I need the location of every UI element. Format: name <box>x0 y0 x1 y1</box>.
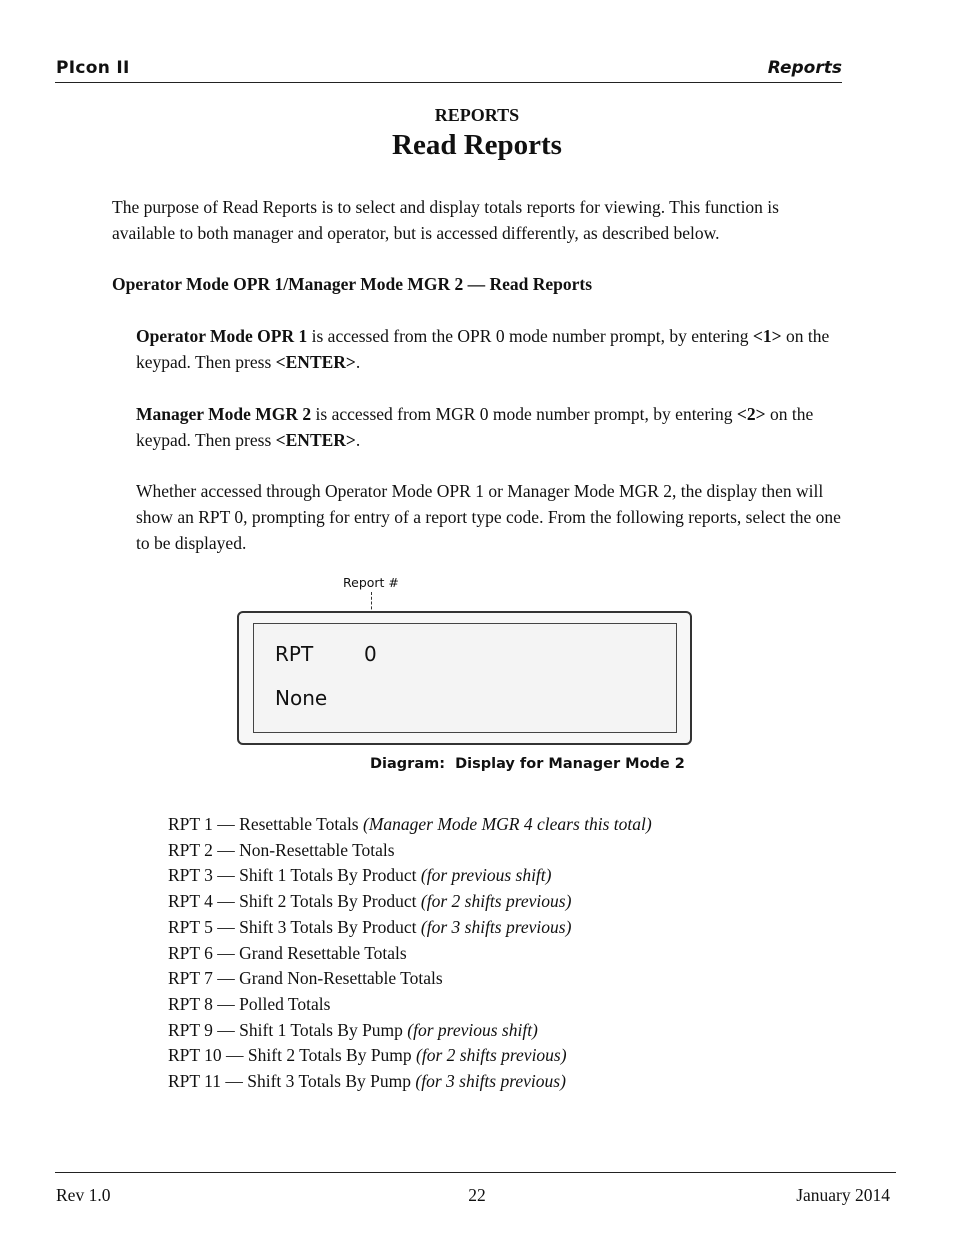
mgr-text-1: is accessed from MGR 0 mode number prompt, by entering <box>311 404 737 424</box>
report-note: (for 3 shifts previous) <box>420 916 572 937</box>
list-item <box>168 992 652 1018</box>
operator-mode-paragraph <box>136 323 846 375</box>
display-line2: None <box>275 686 328 710</box>
header-rule <box>55 82 842 83</box>
opr-key-1: <1> <box>752 326 782 346</box>
report-note: (for previous shift) <box>420 865 552 886</box>
list-item <box>168 1043 652 1069</box>
report-note: (for 3 shifts previous) <box>415 1071 566 1092</box>
report-text: RPT 1 — Resettable Totals <box>168 814 363 834</box>
list-item <box>168 1018 652 1044</box>
report-text: RPT 8 — Polled Totals <box>168 993 331 1014</box>
report-text: RPT 6 — Grand Resettable Totals <box>168 942 407 963</box>
display-rpt-label: RPT <box>275 642 314 666</box>
display-frame <box>237 611 692 745</box>
list-item <box>168 915 652 941</box>
footer-date: January 2014 <box>796 1185 890 1205</box>
section-kicker: REPORTS <box>434 105 520 125</box>
footer-rule <box>55 1172 896 1173</box>
list-item <box>168 889 652 915</box>
list-item <box>168 966 652 992</box>
list-item <box>168 1069 652 1095</box>
report-note: (for 2 shifts previous) <box>416 1045 567 1066</box>
report-note: (for previous shift) <box>407 1019 538 1040</box>
mgr-key-enter: <ENTER> <box>275 430 356 450</box>
list-item <box>168 941 652 967</box>
mgr-key-2: <2> <box>736 404 766 424</box>
report-text: RPT 9 — Shift 1 Totals By Pump <box>168 1019 408 1040</box>
display-diagram <box>237 570 707 780</box>
report-note: (Manager Mode MGR 4 clears this total) <box>363 814 652 834</box>
report-number-label: Report # <box>343 575 399 590</box>
opr-mode-term: Operator Mode OPR 1 <box>136 326 308 346</box>
report-text: RPT 3 — Shift 1 Totals By Product <box>168 865 421 886</box>
display-screen <box>253 623 677 733</box>
mgr-text-3: . <box>355 430 361 450</box>
diagram-caption: Diagram: Display for Manager Mode 2 <box>370 756 685 772</box>
display-explanation-paragraph: Whether accessed through Operator Mode OPR 1 or Manager Mode MGR 2, the display then will show an RPT 0, prompting for entry of a report type code. From the following reports, select the one to be displayed. <box>136 481 841 553</box>
display-rpt-value: 0 <box>364 642 377 666</box>
footer-revision: Rev 1.0 <box>56 1185 111 1205</box>
report-text: RPT 7 — Grand Non-Resettable Totals <box>168 968 443 989</box>
intro-paragraph: The purpose of Read Reports is to select and display totals reports for viewing. This function is available to both manager and operator, but is accessed differently, as described below. <box>112 197 779 243</box>
mgr-mode-term: Manager Mode MGR 2 <box>136 404 312 424</box>
page-title: Read Reports <box>392 129 562 161</box>
list-item <box>168 863 652 889</box>
subheading: Operator Mode OPR 1/Manager Mode MGR 2 — Read Reports <box>112 274 593 294</box>
header-product-name: PIcon II <box>56 58 130 78</box>
opr-key-enter: <ENTER> <box>275 352 356 372</box>
header-section-name: Reports <box>767 58 842 78</box>
report-note: (for 2 shifts previous) <box>420 891 572 912</box>
opr-text-3: . <box>355 352 361 372</box>
list-item <box>168 838 652 864</box>
list-item <box>168 812 652 838</box>
report-text: RPT 2 — Non-Resettable Totals <box>168 839 395 860</box>
footer-page-number: 22 <box>468 1185 486 1205</box>
report-text: RPT 4 — Shift 2 Totals By Product <box>168 891 421 912</box>
report-list <box>168 812 652 1095</box>
opr-text-2: on the keypad. Then press <box>136 326 830 372</box>
mgr-text-2: on the keypad. Then press <box>136 404 814 450</box>
report-text: RPT 10 — Shift 2 Totals By Pump <box>168 1045 417 1066</box>
report-text: RPT 11 — Shift 3 Totals By Pump <box>168 1071 416 1092</box>
report-text: RPT 5 — Shift 3 Totals By Product <box>168 916 421 937</box>
manager-mode-paragraph <box>136 401 846 453</box>
opr-text-1: is accessed from the OPR 0 mode number prompt, by entering <box>307 326 753 346</box>
